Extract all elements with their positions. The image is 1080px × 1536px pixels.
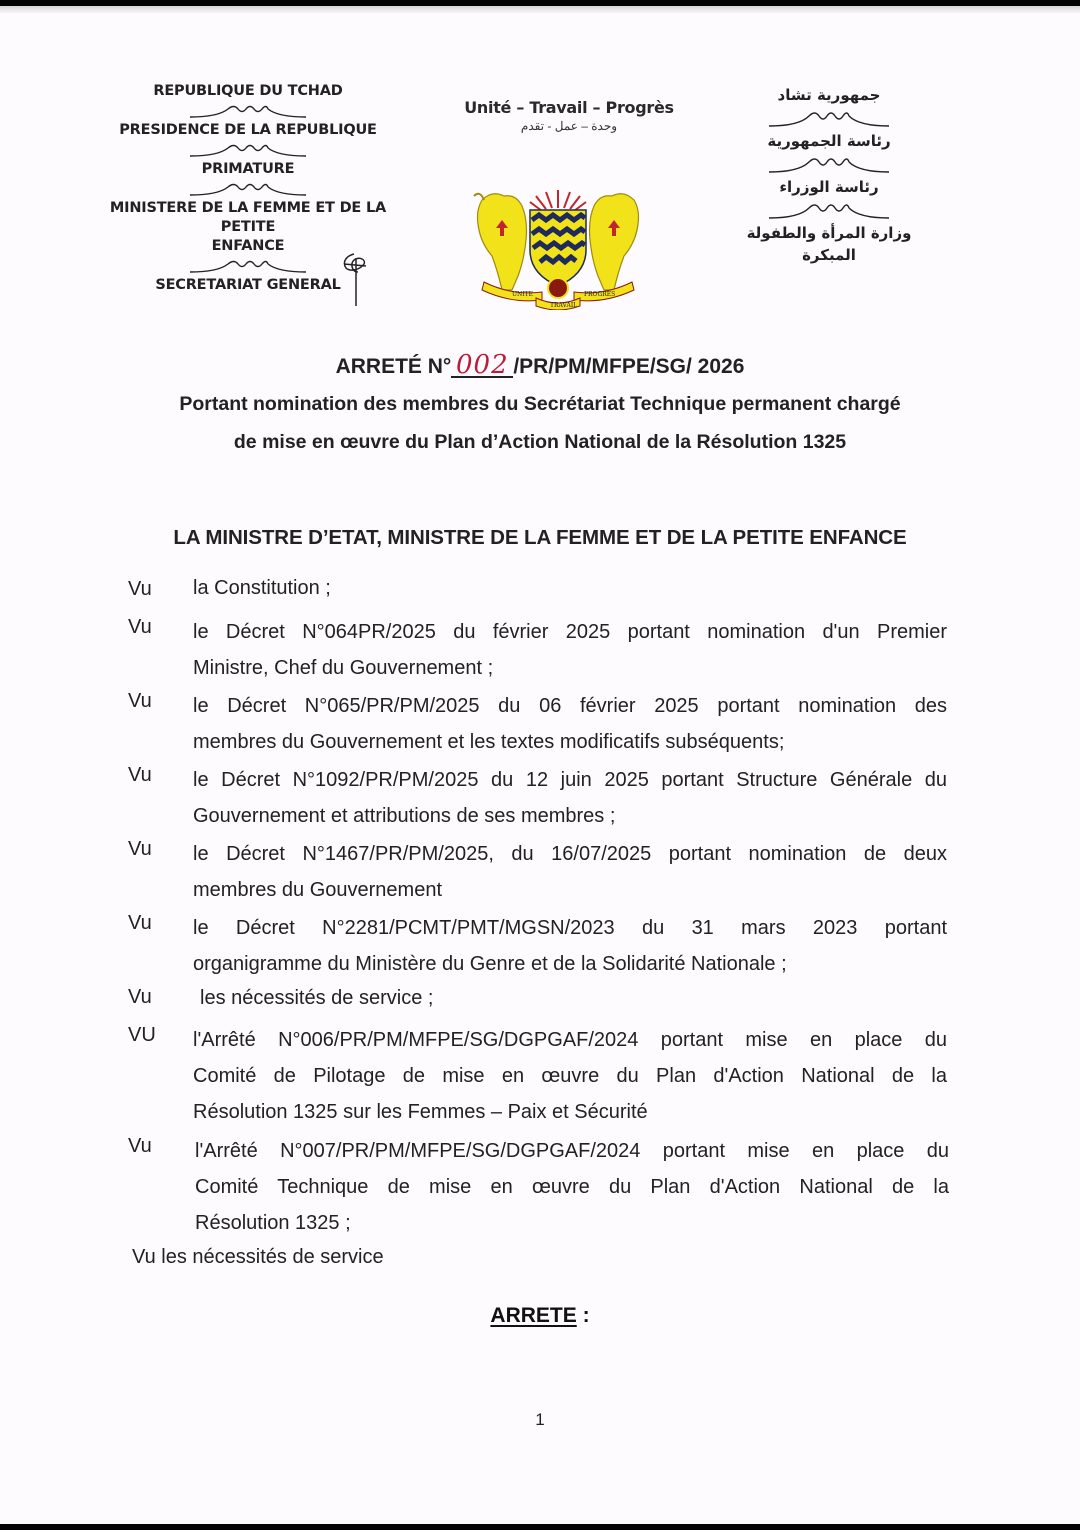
scan-shadow [0,6,1080,14]
scan-bottom-edge [0,1530,1080,1536]
consideration-keyword: Vu [128,616,152,638]
consideration-keyword: Vu [128,764,152,786]
consideration-keyword: Vu [128,986,152,1008]
decree-subject-line-2: de mise en œuvre du Plan d’Action National de la Résolution 1325 [233,431,847,453]
ornament-divider-icon [188,101,308,121]
header-ar-primature: رئاسة الوزراء [779,178,879,196]
arrete-heading-colon: : [576,1304,590,1327]
consideration-keyword: Vu [128,690,152,712]
consideration-line: organigramme du Ministère du Genre et de la Solidarité Nationale ; [193,953,787,975]
issuing-authority: LA MINISTRE D’ETAT, MINISTRE DE LA FEMME ET DE LA PETITE ENFANCE [173,526,907,549]
header-ar-ministry: وزارة المرأة والطفولة المبكرة [746,224,912,264]
consideration-line: le Décret N°065/PR/PM/2025 du 06 février 2025 portant nomination des [193,695,947,717]
header-ministry: MINISTERE DE LA FEMME ET DE LA PETITE [109,200,387,235]
decree-number [100,350,980,380]
consideration-keyword: Vu [128,578,152,600]
ornament-divider-icon [767,198,891,222]
consideration-line: le Décret N°064PR/2025 du février 2025 portant nomination d'un Premier [193,621,947,643]
final-consideration: Vu les nécessités de service [132,1246,384,1268]
header-ar-republic: جمهورية تشاد [777,86,881,104]
signature-initial-icon [338,250,372,308]
consideration-line: Résolution 1325 ; [195,1212,351,1234]
consideration-line: le Décret N°1092/PR/PM/2025 du 12 juin 2025 portant Structure Générale du [193,769,947,791]
consideration-line: membres du Gouvernement [193,879,443,901]
header-ar-presidency: رئاسة الجمهورية [767,132,891,150]
consideration-line: Résolution 1325 sur les Femmes – Paix et Sécurité [193,1101,648,1123]
ornament-divider-icon [767,152,891,176]
consideration-line: Comité de Pilotage de mise en œuvre du Plan d'Action National de la [193,1065,947,1087]
national-motto-arabic: وحدة – عمل - تقدم [520,119,618,133]
consideration-line: le Décret N°1467/PR/PM/2025, du 16/07/2025 portant nomination de deux [193,843,947,865]
consideration-line: le Décret N°2281/PCMT/PMT/MGSN/2023 du 31 mars 2023 portant [193,917,947,939]
arrete-heading [400,1304,680,1328]
consideration-line: la Constitution ; [193,577,331,599]
consideration-keyword: Vu [128,838,152,860]
decree-prefix: ARRETÉ N° [335,355,452,378]
consideration-keyword: VU [128,1024,156,1046]
consideration-line: membres du Gouvernement et les textes modificatifs subséquents; [193,731,785,753]
page-number: 1 [535,1410,545,1429]
header-center [452,98,686,133]
consideration-line: Ministre, Chef du Gouvernement ; [193,657,494,679]
header-presidency: PRESIDENCE DE LA REPUBLIQUE [119,122,377,138]
consideration-line: l'Arrêté N°007/PR/PM/MFPE/SG/DGPGAF/2024 portant mise en place du [195,1140,949,1162]
emblem-label-unite: UNITE [512,291,534,298]
consideration-line: Comité Technique de mise en œuvre du Plan d'Action National de la [195,1176,949,1198]
ornament-divider-icon [188,256,308,276]
decree-number-handwritten: 002 [451,354,513,378]
ornament-divider-icon [767,106,891,130]
header-right-arabic [722,84,936,266]
header-republic: REPUBLIQUE DU TCHAD [153,83,343,99]
consideration-line: les nécessités de service ; [200,987,434,1009]
decree-subject-line-1: Portant nomination des membres du Secrétariat Technique permanent chargé [179,393,901,415]
header-primature: PRIMATURE [201,161,295,177]
arrete-heading-text: ARRETE [490,1304,577,1327]
decree-suffix: /PR/PM/MFPE/SG/ 2026 [513,355,745,378]
emblem-label-progres: PROGRES [584,291,616,298]
national-motto: Unité – Travail – Progrès [464,98,674,117]
header-ministry-cont: ENFANCE [211,238,285,254]
consideration-line: Gouvernement et attributions de ses membres ; [193,805,616,827]
consideration-line: l'Arrêté N°006/PR/PM/MFPE/SG/DGPGAF/2024 portant mise en place du [193,1029,947,1051]
ornament-divider-icon [188,140,308,160]
emblem-label-travail: TRAVAIL [550,302,578,309]
consideration-keyword: Vu [128,912,152,934]
consideration-keyword: Vu [128,1135,152,1157]
chad-coat-of-arms-icon [472,186,644,310]
header-secretariat: SECRETARIAT GENERAL [155,277,341,293]
consideration-text [193,570,947,607]
ornament-divider-icon [188,179,308,199]
